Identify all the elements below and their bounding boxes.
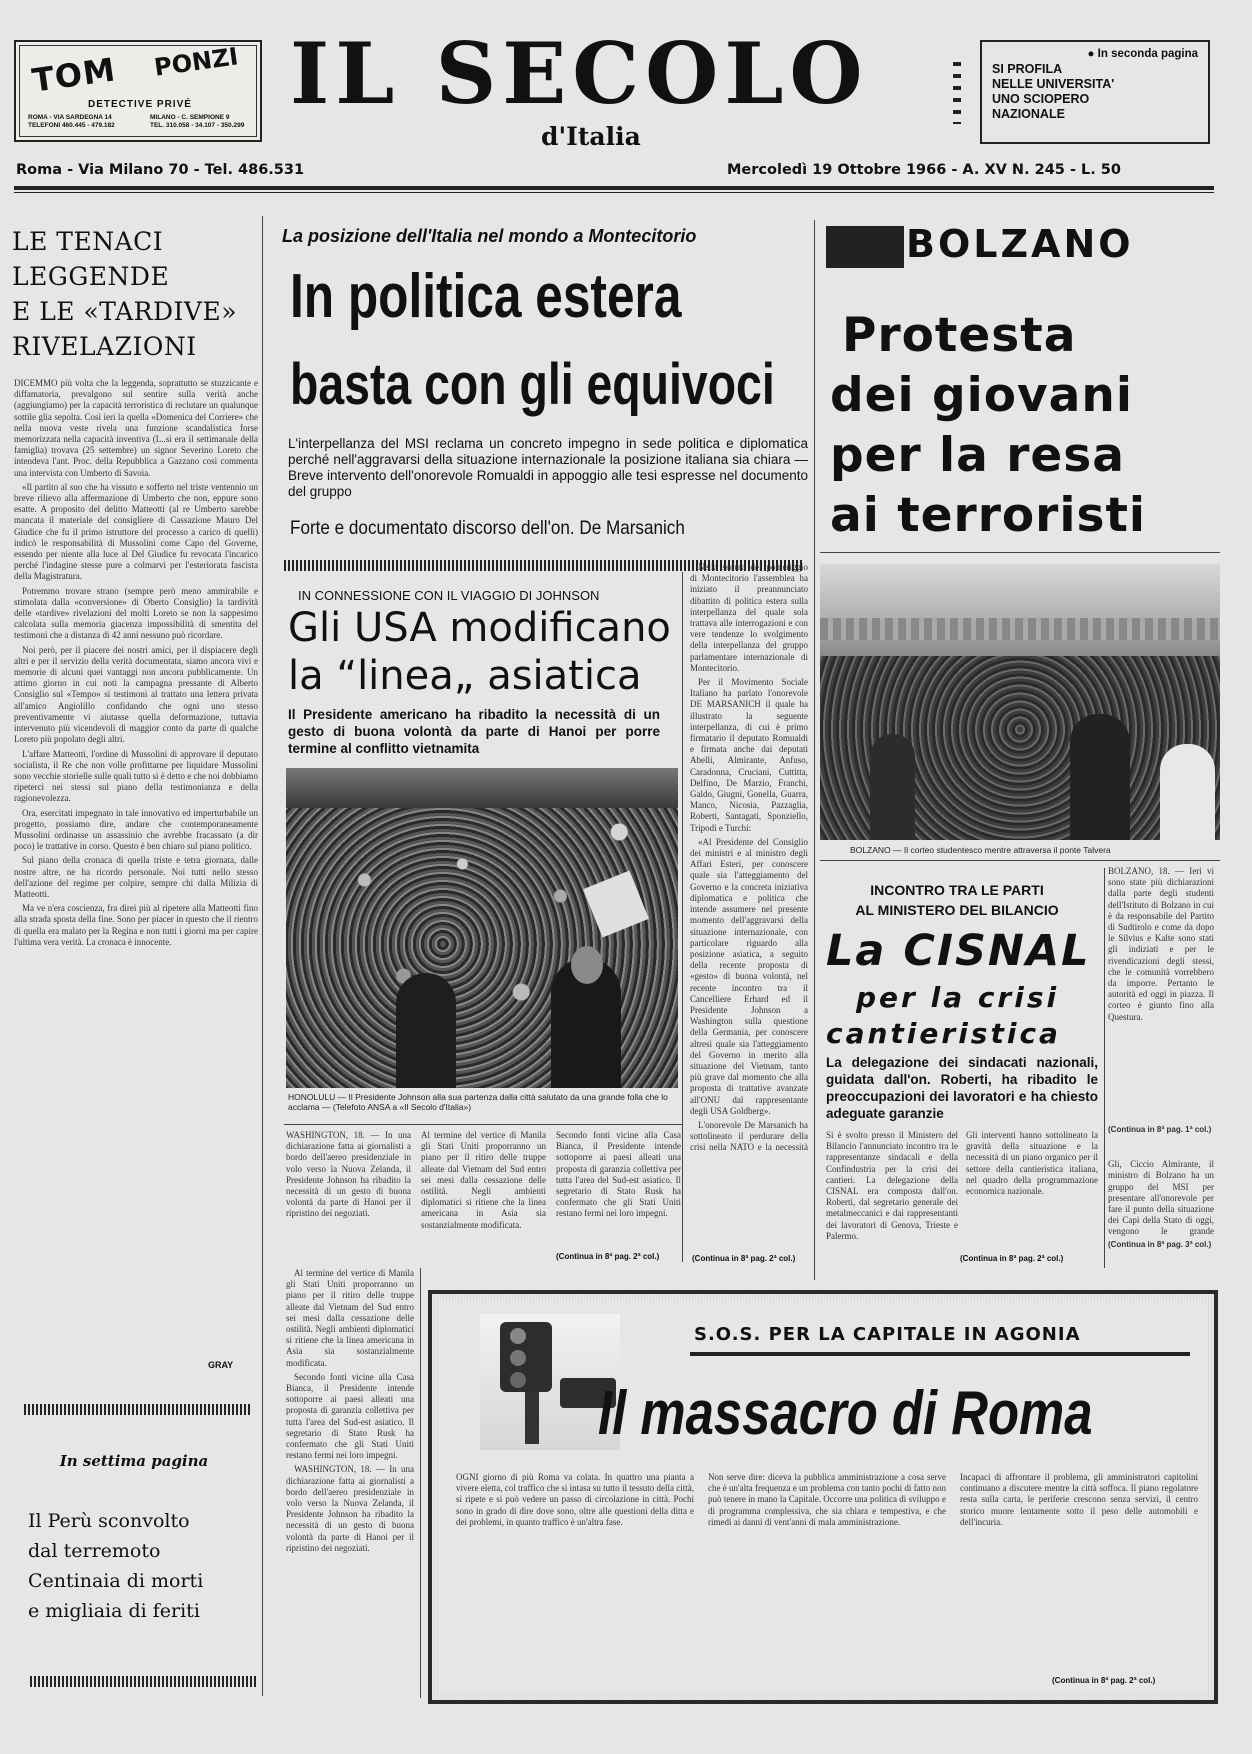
- sos-continue[interactable]: (Continua in 8ª pag. 2ª col.): [1052, 1676, 1156, 1685]
- johnson-deck: Il Presidente americano ha ribadito la necessità di un gesto di buona volontà da parte di Hanoi per porre termine al conflitto vietnamita: [288, 707, 660, 756]
- cisnal-subheadline: per la crisi cantieristica: [826, 981, 1061, 1050]
- settima-kicker: In settima pagina: [59, 1452, 209, 1470]
- settima-headline[interactable]: Il Perù sconvolto dal terremoto Centinaia di morti e migliaia di feriti: [28, 1510, 204, 1622]
- cisnal-col-1: Si è svolto presso il Ministero del Bilancio l'annunciato incontro tra le rappresentanze sindacali e della Confindustria per la crisi dei cantieri. La delegazione della CISNAL era composta dall'on. Roberti, dal segretario generale dei metalmeccanici e dai rappresentanti dei lavoratori di Genova, Trieste e Palermo.: [826, 1130, 958, 1241]
- center-lower-column: Al termine del vertice di Manila gli Stati Uniti proporranno un piano per il ritiro delle truppe alleate dal Vietnam del Sud entro sei mesi dalla cessazione delle ostilità. Negli ambienti diplomatici si ritiene che la linea americana in Asia sia sostanzialmente modificata. Secondo fonti vicine alla Casa Bianca, il Presidente intende sottoporre ai paesi alleati una proposta di garanzia collettiva per tutta l'area del Sud-est asiatico. Il segretario di Stato Rusk ha confermato che gli Stati Uniti restano fermi nei loro impegni. WASHINGTON, 18. — In una dichiarazione fatta ai giornalisti a bordo dell'aereo presidenziale in volo verso la Nuova Zelanda, il Presidente Johnson ha ribadito la necessità di un gesto di buona volontà da parte di Hanoi per il ripristino dei negoziati.: [286, 1268, 414, 1553]
- masthead-title: IL SECOLO: [290, 24, 869, 123]
- johnson-col-2: Al termine del vertice di Manila gli Stati Uniti proporranno un piano per il ritiro delle truppe alleate dal Vietnam del Sud entro sei mesi dalla cessazione delle ostilità. Negli ambienti diplomatici si ritiene che la linea americana in Asia sia sostanzialmente modificata.: [421, 1130, 546, 1230]
- cisnal-headline: La CISNAL: [826, 926, 1091, 976]
- johnson-headline-1: Gli USA modificano: [288, 605, 671, 651]
- johnson-col-3: Secondo fonti vicine alla Casa Bianca, il Presidente intende sottoporre ai paesi alleati una proposta di garanzia collettiva per tutta l'area del Sud-est asiatico. Il segretario di Stato Rusk ha confermato che gli Stati Uniti restano fermi nei loro impegni.: [556, 1130, 681, 1219]
- teaser-kicker: In seconda pagina: [1097, 48, 1198, 60]
- center-headline-1: In politica estera: [290, 262, 682, 331]
- bullet-icon: ●: [1087, 48, 1098, 60]
- honolulu-crowd-photo: [286, 768, 678, 1088]
- bolzano-section-label: BOLZANO: [906, 222, 1134, 266]
- ad-tagline: DETECTIVE PRIVÉ: [88, 99, 192, 110]
- marsanich-continue[interactable]: (Continua in 8ª pag. 2ª col.): [692, 1254, 796, 1263]
- masthead-address: Roma - Via Milano 70 - Tel. 486.531: [16, 162, 305, 178]
- sos-col-1: OGNI giorno di più Roma va colata. In quattro una pianta a vivere eletta, col traffico che si intasa su tutto il tessuto della città, si ripete e si può vedere un passo di circolazione in città. Pochi sono in grado di dire dove sono, oltre alle questioni della ditta e dei problemi, in quanto traffico è un'altra fase.: [456, 1472, 694, 1527]
- bolzano-story: BOLZANO, 18. — Ieri vi sono state più dichiarazioni dalla parte degli studenti dell'Istituto di Bolzano in cui è da responsabile del Partito di Sudtirolo e come da dopo le Silvius e Kalte sono stati gli indiziati e per le rivendicazioni degli stessi, che le comunità vorrebbero da imporre. Pertanto le autorità ed oggi in piazza. Il corteo è giunto fino alla Questura. (Continua in 8ª pag. 1ª col.) Gli, Ciccio Almirante, il ministro di Bolzano ha un gruppo del MSI per presentare all'onorevole per fare il punto della situazione dei Capi della Stato di oggi, vengono le grande (Continua in 8ª pag. 3ª col.): [1108, 866, 1214, 1250]
- left-article-body: DICEMMO più volta che la leggenda, soprattutto se stuzzicante e diffamatoria, prevalgono sul sentire sulla verità anche (aggiungiamo) per la capacità terroristica di reclutare un qualunque sottile glia sepolta. Così ieri la quella «Domenica del Corriere» che nella nuova veste rivela una funzione scandalistica forse memorizzata nella capacità inventiva (L..sì era il settimanale della famiglia) trovava (25 settembre) un signor Severino Loreto che intendeva l'ant. Proc. della Repubblica a Gazzano così commenta una intervista con Umberto di Savoia. «Il partito al suo che ha vissuto e sofferto nel triste ventennio un breve rilievo alla affermazione di Umberto che non, eppure sono esatte. A proposito del delitto Matteotti (al re Umberto sarebbe mancata il materiale del consigliere di Cassazione Mauro Del Giudice che fu il primo istruttore del processo a carico di quelli) indicò le responsabilità di Mussolini come Capo del Governe, essendo per niente alla luce al Del Giudice fu revocata l'incarico perché l'indagine stesse pure a colmarvi per l'esteriorata fascista della Magistratura. Potremmo trovare strano (sempre però meno ammirabile e stimolata dalla «conversione» di Oberto Consiglio) la tardività delle «tardive» rivelazioni del molti Loreto se non la sappesimo calcolata sulla memoria giacenza impossibilità di smentita del testimoni che a distanza di 42 anni nessuno può ricordare. Noi però, per il piacere dei nostri amici, per il dispiacere degli altri e per il servizio della verità documentata, siamo ancora vivi e memorie di alcuni quei vantaggi non ancora pubblicamente. Un attimo giorno in cui noti la campagna pressante di Alberto Consiglio sul «Tempo» si testimoni al trattato una lettera privata all'amico Angiolillo confidando che ogni uno stesso preventivamente vi aiutasse quella deformazione, tuttavia intervenuto più vicendevoli di maggior conto da parte di qualche Loreto più popolato degli altri. L'affare Matteotti, l'ordine di Mussolini di approvare il deputato socialista, il Re che non volle profittarne per liquidare Mussolini sono vecchie storielle sulle quali tutto si è detto e che noi dobbiamo ripeterci nei stessi sul piano della testimonianza e della ragionevolezza. Ora, esercitati impegnato in tale innovativo ed imperturbabile un progetto, possiamo dire, andare che contemporaneamente Mussolini ordinasse un assassinio che avrebbe fracassato (a dir poco) le trattative in corso. Questo è ben chiaro sul piano politico. Sul piano della cronaca di quella triste e tetra giornata, dalle nostre altre, ne ha ricordo personale. Noi tutti nello stesso dell'azione del regime per colpire, sempre chi dalla Milizia di Matteotti. Ma ve n'era coscienza, fra direi più al ripetere alla Matteotti fino alla strada sposta della fine. Sono per piacer in questo che il rientro di quella era malato per la Regina e non tutti i giorni ma per capire l'ultima vera verità. La cronaca è innocente.: [14, 378, 258, 947]
- cisnal-deck: La delegazione dei sindacati nazionali, guidata dall'on. Roberti, ha ribadito le preoccupazioni dei lavoratori e ha chiesto adeguate garanzie: [826, 1055, 1098, 1121]
- ad-line-right-2: TEL. 310.058 - 34.107 - 350.299: [150, 122, 245, 129]
- tom-ponzi-ad: [14, 40, 262, 142]
- ad-brand-left: TOM: [29, 50, 119, 100]
- teaser-box[interactable]: [980, 40, 1210, 144]
- masthead-dateline: Mercoledì 19 Ottobre 1966 - A. XV N. 245 - L. 50: [727, 162, 1121, 178]
- center-headline-2: basta con gli equivoci: [290, 352, 775, 417]
- cisnal-col-2: Gli interventi hanno sottolineato la gravità della situazione e la necessità di un piano organico per il settore della cantieristica italiana, nel quadro della programmazione economica nazionale.: [966, 1130, 1098, 1197]
- center-kicker: La posizione dell'Italia nel mondo a Montecitorio: [282, 226, 697, 246]
- masthead-rule: [14, 186, 1214, 190]
- johnson-headline-2: la “linea„ asiatica: [288, 653, 642, 699]
- center-subhead: Forte e documentato discorso dell'on. De Marsanich: [290, 518, 685, 539]
- sos-col-3: Incapaci di affrontare il problema, gli amministratori capitolini continuano a discutere mentre la città soffoca. Il piano regolatore resta sulla carta, le periferie crescono senza servizi, il centro storico muore lentamente sotto il peso delle automobili e dell'incuria.: [960, 1472, 1198, 1527]
- bolzano-headline: Protesta dei giovani per la resa ai terroristi: [830, 308, 1147, 543]
- teaser-line-1: SI PROFILA: [992, 62, 1063, 76]
- left-headline: LE TENACI LEGGENDE E LE «TARDIVE» RIVELAZIONI: [12, 227, 237, 361]
- sos-box: [428, 1290, 1218, 1704]
- bolzano-photo-caption: BOLZANO — Il corteo studentesco mentre attraversa il ponte Talvera: [850, 845, 1111, 855]
- masthead-subtitle: d'Italia: [541, 122, 641, 151]
- sos-headline: Il massacro di Roma: [598, 1379, 1093, 1448]
- teaser-line-2: NELLE UNIVERSITA': [992, 77, 1115, 91]
- left-bottom-divider: [30, 1676, 256, 1687]
- cisnal-continue[interactable]: (Continua in 8ª pag. 2ª col.): [960, 1254, 1064, 1263]
- johnson-continue[interactable]: (Continua in 8ª pag. 2ª col.): [556, 1252, 660, 1261]
- bolzano-protest-photo: [820, 564, 1220, 840]
- teaser-line-4: NAZIONALE: [992, 107, 1065, 121]
- johnson-col-1: WASHINGTON, 18. — In una dichiarazione fatta ai giornalisti a bordo dell'aereo presidenziale in volo verso la Nuova Zelanda, il Presidente Johnson ha ribadito la necessità di un gesto di buona volontà da parte di Hanoi per il ripristino dei negoziati.: [286, 1130, 411, 1219]
- ad-line-right-1: MILANO - C. SEMPIONE 9: [150, 114, 230, 121]
- johnson-kicker: IN CONNESSIONE CON IL VIAGGIO DI JOHNSON: [298, 588, 600, 603]
- ad-brand-right: PONZI: [152, 42, 240, 82]
- side-continue[interactable]: (Continua in 8ª pag. 3ª col.): [1108, 1240, 1212, 1250]
- center-deck: L'interpellanza del MSI reclama un concreto impegno in sede politica e diplomatica perché nell'aggravarsi della situazione internazionale la posizione italiana sia chiara — Breve intervento dell'onorevole Romualdi in appoggio alle tesi espresse nel documento del gruppo: [288, 436, 808, 499]
- cisnal-kicker: INCONTRO TRA LE PARTI AL MINISTERO DEL BILANCIO: [855, 882, 1059, 918]
- masthead-dots: [953, 62, 961, 124]
- honolulu-photo-caption: HONOLULU — Il Presidente Johnson alla sua partenza dalla città salutato da una grande folla che lo acclama — (Telefoto ANSA a «Il Secolo d'Italia»): [288, 1092, 668, 1112]
- sos-kicker: S.O.S. PER LA CAPITALE IN AGONIA: [694, 1324, 1081, 1345]
- teaser-line-3: UNO SCIOPERO: [992, 92, 1090, 106]
- left-signature: GRAY: [208, 1360, 234, 1370]
- ad-line-left-1: ROMA - VIA SARDEGNA 14: [28, 114, 112, 121]
- bolzano-continue[interactable]: (Continua in 8ª pag. 1ª col.): [1108, 1125, 1212, 1134]
- marsanich-column: Nella seduta del pomeriggio di Montecitorio l'assemblea ha iniziato il preannunciato dibattito di politica estera sulla interpellanza del quale sola trattava alle interrogazioni e con vere tendenze lo svolgimento della interpellanza del gruppo parlamentare internazionale di Montecitorio. Per il Movimento Sociale Italiano ha parlato l'onorevole DE MARSANICH il quale ha illustrato la seguente interpellanza, di cui è primo firmatario il deputato Romualdi e firmata anche dai deputati Abelli, Almirante, Anfuso, Caradonna, Cruciani, Cuttitta, Delfino, De Marzio, Franchi, Galdo, Giugni, Gonella, Guarra, Manco, Nicosia, Pazzaglia, Roberti, Santagati, Sponziello, Tripodi e Turchi: «Al Presidente del Consiglio dei ministri e al ministro degli Affari Esteri, per conoscere quale sia l'atteggiamento del Governo e la concreta iniziativa diplomatica e politica che intende assumere nel presente momento dell'aggravarsi della situazione internazionale, con particolare riguardo alla posizione asiatica, a seguito della recente proposta di «gesto» di buona volontà, nel recente incontro tra il Cancelliere Erhard ed il Presidente Johnson a Washington sulla questione della Germania, per conoscere altresì quale sia l'atteggiamento del Governo in merito alla situazione del Vietnam, tanto più grave dal momento che alla proposta di trattative avanzate all'ONU dal rappresentante degli USA Goldberg». L'onorevole De Marsanich ha sottolineato il perdurare della crisi nella NATO e la necessità: [690, 562, 808, 1153]
- ad-line-left-2: TELEFONI 460.445 - 479.182: [28, 122, 115, 129]
- left-divider: [24, 1404, 252, 1415]
- sos-col-2: Non serve dire: diceva la pubblica amministrazione a cosa serve che è un'alta frequenza e un problema con tanto pochi di fatto non può tenere in mano la Capitale. Occorre una politica di sviluppo e di programma complessiva, che sia chiara e tempestiva, e che rimedi ai danni di vent'anni di mala amministrazione.: [708, 1472, 946, 1527]
